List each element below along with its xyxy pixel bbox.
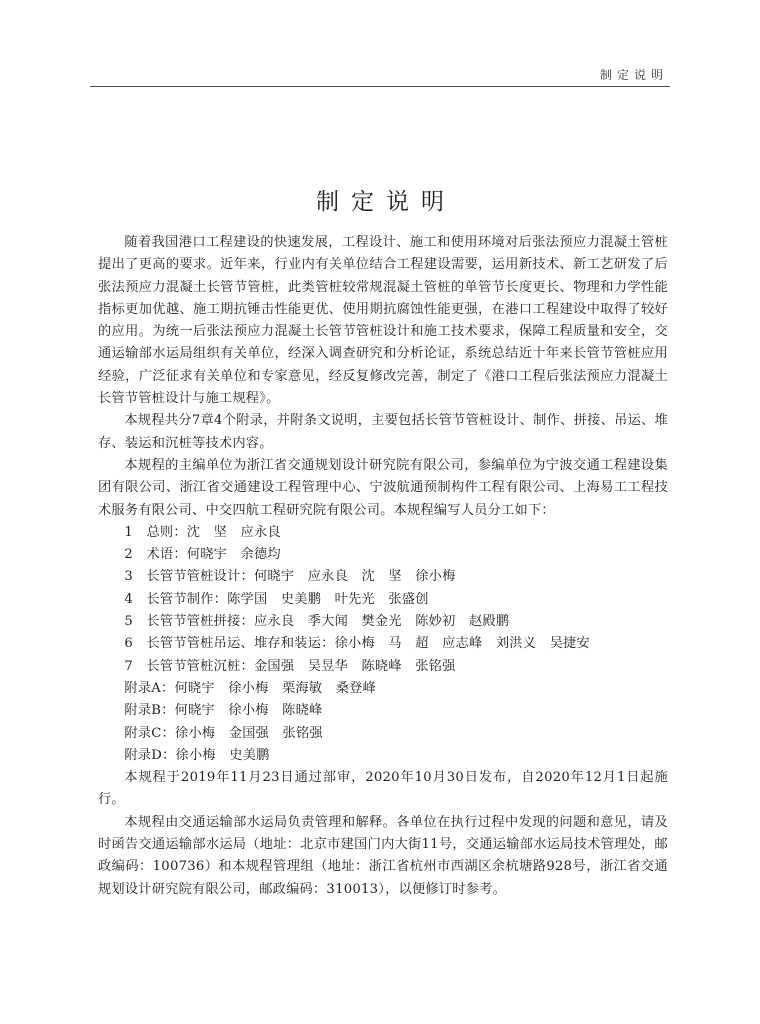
staff-item: 6 长管节管桩吊运、堆存和装运：徐小梅 马 超 应志峰 刘洪义 吴捷安 bbox=[124, 636, 590, 652]
page-title: 制定说明 bbox=[316, 189, 456, 215]
staff-list bbox=[98, 522, 668, 767]
body-text bbox=[98, 232, 668, 901]
header-rule bbox=[90, 86, 670, 87]
staff-item: 附录B：何晓宇 徐小梅 陈晓峰 bbox=[124, 703, 323, 719]
paragraph-management: 本规程由交通运输部水运局负责管理和解释。各单位在执行过程中发现的问题和意见，请及时函告交通运输部水运局（地址：北京市建国门内大街11号，交通运输部水运局技术管理处，邮政编码：100736）和本规程管理组（地址：浙江省杭州市西湖区余杭塘路928号，浙江省交通规划设计研究院有限公司，邮政编码：310013），以便修订时参考。 bbox=[98, 814, 668, 897]
staff-item: 附录D：徐小梅 史美鹏 bbox=[124, 747, 270, 763]
running-header: 制定说明 bbox=[599, 68, 668, 82]
staff-item: 2 术语：何晓宇 余德均 bbox=[124, 547, 281, 563]
staff-item: 3 长管节管桩设计：何晓宇 应永良 沈 坚 徐小梅 bbox=[124, 569, 456, 585]
paragraph-editors: 本规程的主编单位为浙江省交通规划设计研究院有限公司，参编单位为宁波交通工程建设集团有限公司、浙江省交通建设工程管理中心、宁波航通预制构件工程有限公司、上海易工工程技术服务有限公司、中交四航工程研究院有限公司。本规程编写人员分工如下： bbox=[98, 457, 668, 518]
staff-item: 附录A：何晓宇 徐小梅 栗海敏 桑登峰 bbox=[124, 680, 377, 696]
staff-item: 5 长管节管桩拼接：应永良 季大闻 樊金光 陈妙初 赵殿鹏 bbox=[124, 614, 510, 630]
staff-item: 1 总则：沈 坚 应永良 bbox=[124, 524, 281, 540]
paragraph-background: 随着我国港口工程建设的快速发展，工程设计、施工和使用环境对后张法预应力混凝土管桩提出了更高的要求。近年来，行业内有关单位结合工程建设需要，运用新技术、新工艺研发了后张法预应力混凝土长管节管桩，此类管桩较常规混凝土管桩的单管节长度更长、物理和力学性能指标更加优越、施工期抗锤击性能更优、使用期抗腐蚀性能更强，在港口工程建设中取得了较好的应用。为统一后张法预应力混凝土长管节管桩设计和施工技术要求，保障工程质量和安全，交通运输部水运局组织有关单位，经深入调查研究和分析论证，系统总结近十年来长管节管桩应用经验，广泛征求有关单位和专家意见，经反复修改完善，制定了《港口工程后张法预应力混凝土长管节管桩设计与施工规程》。 bbox=[98, 235, 668, 407]
paragraph-contents: 本规程共分7章4个附录，并附条文说明，主要包括长管节管桩设计、制作、拼接、吊运、堆存、装运和沉桩等技术内容。 bbox=[98, 413, 668, 451]
staff-item: 4 长管节制作：陈学国 史美鹏 叶先光 张盛创 bbox=[124, 591, 429, 607]
staff-item: 附录C：徐小梅 金国强 张铭强 bbox=[124, 725, 323, 741]
paragraph-dates: 本规程于2019年11月23日通过部审，2020年10月30日发布，自2020年12月1日起施行。 bbox=[98, 770, 668, 808]
staff-item: 7 长管节管桩沉桩：金国强 吴昱华 陈晓峰 张铭强 bbox=[124, 658, 456, 674]
